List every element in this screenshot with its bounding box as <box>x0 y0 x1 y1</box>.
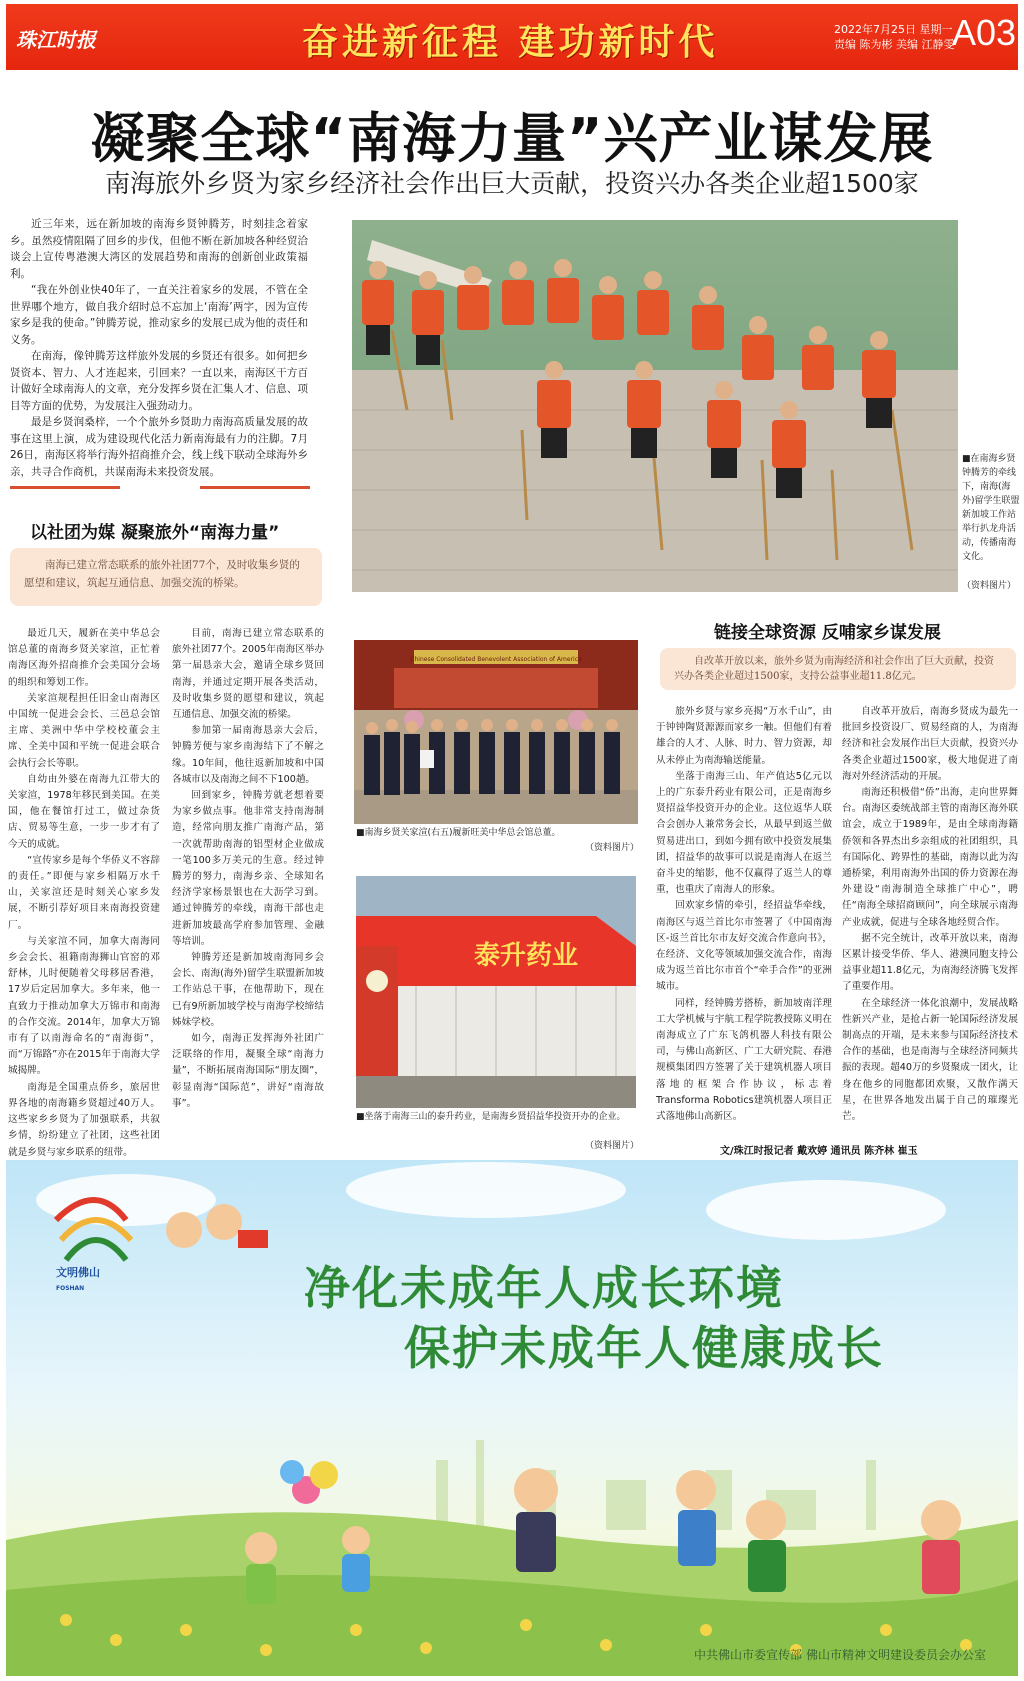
section1-paragraph: “宣传家乡是每个华侨义不容辞的责任。”即便与家乡相隔万水千山，关家渲还是时刻关心家乡发展，不断引荐好项目来南海投资建厂。 <box>8 854 160 931</box>
section2-title: 链接全球资源 反哺家乡谋发展 <box>714 623 941 643</box>
section1-paragraph: 自幼由外婆在南海九江带大的关家渲，1978年移民到美国。在美国，他在餐馆打过工，做过杂货店、贸易等生意，一步一步才有了今天的成就。 <box>8 773 160 850</box>
section2-paragraph: 据不完全统计，改革开放以来，南海区累计接受华侨、华人、港澳同胞支持公益事业超11.8亿元，为南海经济腾飞发挥了重要作用。 <box>842 932 1018 993</box>
section2-paragraph: 在全球经济一体化浪潮中，发展战略性新兴产业，是抢占新一轮国际经济发展制高点的开端，是未来参与国际经济技术合作的基础，也是南海与全球经济同频共振的表现。超40万的乡贤聚成一团火，让身在他乡的同胞都团欢聚，又散作满天星，在世界各地发出属于自己的璀璨光芒。 <box>842 997 1018 1123</box>
date-line: 2022年7月25日 星期一 <box>834 23 953 36</box>
section1-paragraph: 钟腾芳还是新加坡南海同乡会会长、南海(海外)留学生联盟新加坡工作站总干事，在他帮助下，现在已有9所新加坡学校与南海学校缔结姊妹学校。 <box>172 952 324 1028</box>
factory-photo-credit: （资料图片） <box>585 1141 640 1151</box>
subheadline: 南海旅外乡贤为家乡经济社会作出巨大贡献，投资兴办各类企业超1500家 <box>105 169 919 198</box>
public-service-poster <box>6 1160 1018 1676</box>
masthead <box>6 4 1018 70</box>
section1-paragraph: 回到家乡，钟腾芳就老想着要为家乡做点事。他非常支持南海制造，经常向朋友推广南海产品，第一次就帮助南海的铝型材企业做成一笔100多万美元的生意。经过钟腾芳的努力，南海乡亲、全球知名经济学家杨景银也在大沥学习到。通过钟腾芳的牵线，南海干部也走进新加坡最高学府参加管理、金融等培训。 <box>172 790 324 947</box>
section1-paragraph: 关家渲规程担任旧金山南海区中国统一促进会会长、三邑总会馆主席、美洲中华中学校校董会主席、全美中国和平统一促进会联合会执行会长等职。 <box>8 692 160 769</box>
section2-paragraph: 自改革开放后，南海乡贤成为最先一批回乡投资设厂、贸易经商的人，为南海经济和社会发展作出巨大贡献，投资兴办各类企业超过1500家，极大地促进了南海对外经济活动的开展。 <box>842 706 1018 782</box>
section1-rule-left <box>10 486 120 489</box>
poster-logo-text: 文明佛山 FOSHAN <box>56 1266 100 1292</box>
paper-name: 珠江时报 <box>16 28 96 52</box>
main-photo-credit: （资料图片） <box>962 581 1017 591</box>
intro-paragraph: 近三年来，远在新加坡的南海乡贤钟腾芳，时刻挂念着家乡。虽然疫情阻隔了回乡的步伐，但他不断在新加坡各种经贸洽谈会上宣传粤港澳大湾区的发展趋势和南海的创新创业政策福利。 <box>10 218 308 280</box>
section1-paragraph: 目前，南海已建立常态联系的旅外社团77个。2005年南海区举办第一届恳亲大会，邀请全球乡贤回南海，并通过定期开展各类活动，及时收集乡贤的愿望和建议，筑起互通信息、加强交流的桥梁。 <box>172 628 324 721</box>
section1-paragraph: 最近几天，履新在美中华总会馆总董的南海乡贤关家渲，正忙着南海区海外招商推介会美国分会场的组织和筹划工作。 <box>8 628 160 688</box>
masthead-date <box>834 22 955 52</box>
section2-paragraph: 坐落于南海三山、年产值达5亿元以上的广东泰升药业有限公司，正是南海乡贤招益华投资开办的企业。这位返华人联合会创办人兼常务会长，从最早到返兰做贸易进出口，到如今拥有欧中投资发展集团，招益华的故事可以说是南海人在返兰奋斗史的缩影，他不仅赢得了返兰人的尊重，也重庆了南海人的形象。 <box>656 770 832 896</box>
hall-illustration <box>354 640 638 824</box>
section1-paragraph: 参加第一届南海恳亲大会后，钟腾芳便与家乡南海结下了不解之缘。10年间，他往返新加坡和中国各城市以及南海之间不下100趟。 <box>172 725 324 785</box>
main-photo-caption: ■在南海乡贤钟腾芳的牵线下，南海(海外)留学生联盟新加坡工作站举行扒龙舟活动，传播南海文化。 <box>962 454 1020 562</box>
poster-line1: 净化未成年人成长环境 <box>304 1261 784 1315</box>
factory-photo-caption: ■坐落于南海三山的泰升药业，是南海乡贤招益华投资开办的企业。 <box>356 1112 626 1122</box>
section1-title: 以社团为媒 凝聚旅外“南海力量” <box>30 523 280 543</box>
headline: 凝聚全球“南海力量”兴产业谋发展 <box>90 107 934 170</box>
balloons <box>280 1460 338 1504</box>
intro-paragraph: 最是乡贤润桑梓，一个个旅外乡贤助力南海高质量发展的故事在这里上演，成为建设现代化活力新南海最有力的注脚。7月26日，南海区将举行海外招商推介会，线上线下联动全球海外乡亲，共寻合作商机，共谋南海未来投资发展。 <box>10 416 308 478</box>
editor-line: 责编 陈为彬 美编 江静雯 <box>834 38 955 51</box>
hall-banner: Chinese Consolidated Benevolent Association of America <box>410 656 582 663</box>
main-photo-dragon-boat <box>352 220 958 592</box>
poster-org1: 中共佛山市委宣传部 <box>694 1648 803 1662</box>
section2-col2 <box>842 704 1018 1125</box>
section1-paragraph: 与关家渲不同，加拿大南海同乡会会长、祖籍南海狮山官窑的邓舒林，儿时便随着父母移居香港，17岁后定居加拿大。多年来，他一直致力于推动加拿大万锦市和南海的合作交流。2014年，加拿大万锦市有了以南海命名的“南海街”，而“万锦路”亦在2015年于南海大学城揭牌。 <box>8 935 160 1077</box>
byline: 文/珠江时报记者 戴欢婷 通讯员 陈齐林 崔玉 <box>720 1146 918 1157</box>
section1-col2 <box>172 626 324 1112</box>
intro-paragraph: 在南海，像钟腾芳这样旅外发展的乡贤还有很多。如何把乡贤资本、智力、人才连起来，引回来？一直以来，南海区干方百计做好全球南海人的文章，充分发挥乡贤在汇集人才、信息、项目等方面的优势，为发展注入强劲动力。 <box>10 350 308 412</box>
factory-photo <box>356 876 636 1108</box>
intro-paragraph: “我在外创业快40年了，一直关注着家乡的发展，不管在全世界哪个地方，做自我介绍时总不忘加上‘南海’两字，因为宣传家乡是我的使命。”钟腾芳说，推动家乡的发展已成为他的责任和义务。 <box>10 284 308 346</box>
section1-paragraph: 南海是全国重点侨乡，旅居世界各地的南海籍乡贤超过40万人。这些家乡乡贤为了加强联系，共叙乡情，纷纷建立了社团，这些社团就是乡贤与家乡联系的纽带。 <box>8 1081 160 1158</box>
factory-sign: 泰升药业 <box>473 941 579 971</box>
section2-pullquote: 自改革开放以来，旅外乡贤为南海经济和社会作出了巨大贡献，投资兴办各类企业超过1500家，支持公益事业超11.8亿元。 <box>660 648 1016 690</box>
hall-photo <box>354 640 638 824</box>
dragon-boat-illustration <box>352 220 958 592</box>
poster-line2: 保护未成年人健康成长 <box>404 1321 884 1375</box>
section1-rule-right <box>200 486 310 489</box>
page-number: A03 <box>952 12 1017 53</box>
section1-col1 <box>8 626 160 1161</box>
poster-org2: 佛山市精神文明建设委员会办公室 <box>806 1648 987 1662</box>
poster-illustration <box>6 1160 1018 1676</box>
intro-text <box>10 216 308 480</box>
factory-illustration <box>356 876 636 1108</box>
hall-photo-credit: （资料图片） <box>585 843 640 853</box>
section2-paragraph: 回欢家乡情的牵引，经招益华牵线，南海区与返兰首比尔市签署了《中国南海区-返兰首比尔市友好交流合作意向书》，在经济、文化等领域加强交流合作，南海成为返兰首比尔市首个“牵手合作”的亚洲城市。 <box>656 900 832 993</box>
section2-paragraph: 同样，经钟腾芳搭桥，新加坡南洋理工大学机械与宇航工程学院教授陈义明在南海成立了广东飞鸽机器人科技有限公司，与佛山高新区、广工大研究院、春港规模集团四方签署了关于建筑机器人项目落地的框架合作协议，标志着Transforma Robotics建筑机器人项目正式落地佛山高新区。 <box>656 997 832 1123</box>
section2-col1 <box>656 704 832 1125</box>
masthead-slogan: 奋进新征程 建功新时代 <box>302 22 719 63</box>
section2-paragraph: 南海还积极借“侨”出海，走向世界舞台。南海区委统战部主管的南海区海外联谊会，成立于1989年，是由全球南海籍侨领和各界杰出乡亲组成的社团组织，具有国际化、跨界性的基础，南海以此为沟通桥梁，利用南海外出国的侨力资源在海外建设“南海制造全球推广中心”，聘任“南海全球招商顾问”，向全球展示南海产业成就，促进与全球各地经贸合作。 <box>842 787 1018 928</box>
section1-pullquote: 南海已建立常态联系的旅外社团77个，及时收集乡贤的愿望和建议，筑起互通信息、加强交流的桥梁。 <box>10 548 322 606</box>
hall-photo-caption: ■南海乡贤关家渲(右五)履新旺美中华总会馆总董。 <box>356 828 561 838</box>
section2-paragraph: 旅外乡贤与家乡亮揭“万水千山”，由于钟钟陶贤源源而家乡一触。但他们有着雄合的人才、人脉、时力、智力资源，却从未停止为南海输送能量。 <box>656 706 832 766</box>
section1-paragraph: 如今，南海正发挥海外社团广泛联络的作用，凝聚全球“南海力量”，不断拓展南海国际“朋友圈”，彰显南海“国际范”，讲好“南海故事”。 <box>172 1033 324 1109</box>
